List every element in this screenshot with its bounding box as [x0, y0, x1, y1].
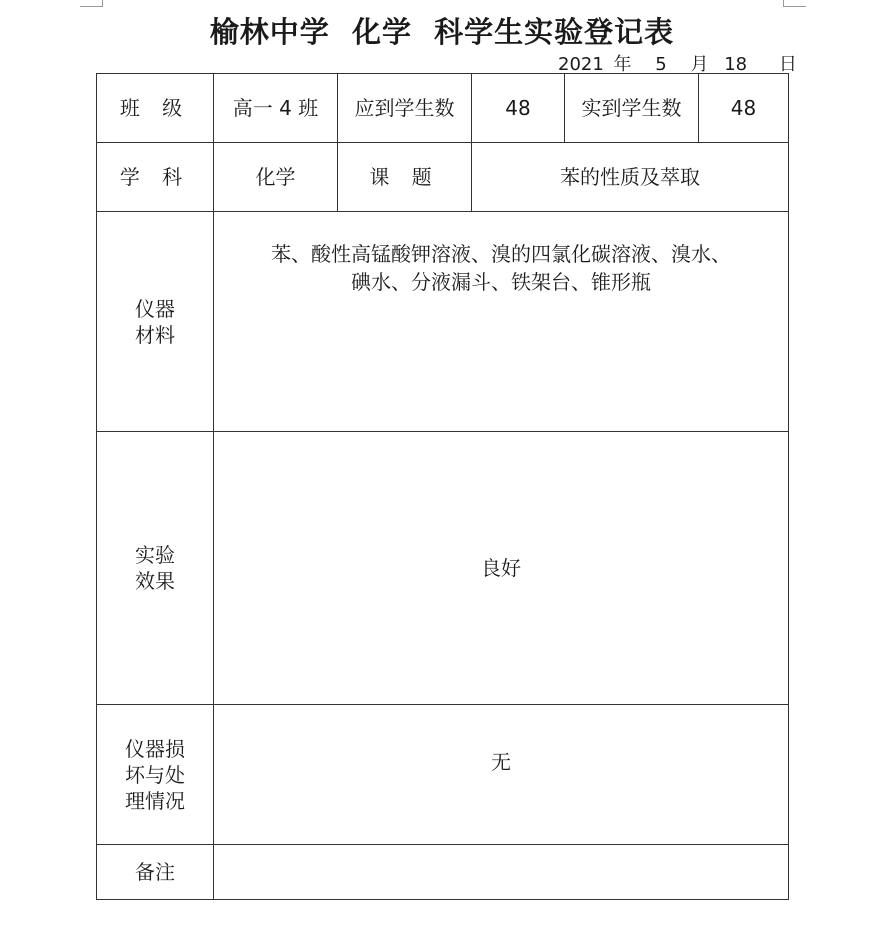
effect-label: [97, 432, 214, 705]
damage-label: [97, 705, 214, 845]
materials-value: [214, 212, 789, 432]
materials-value-line: 碘水、分液漏斗、铁架台、锥形瓶: [351, 270, 651, 294]
actual-students-value: 48: [699, 74, 789, 143]
experiment-log-table: [96, 73, 789, 900]
effect-value: 良好: [214, 432, 789, 705]
topic-value: 苯的性质及萃取: [472, 143, 789, 212]
date-year-unit: 年: [613, 54, 632, 75]
expected-students-value: 48: [472, 74, 565, 143]
date-year: 2021: [558, 54, 604, 75]
table-row: [97, 432, 789, 705]
topic-label: 课 题: [338, 143, 472, 212]
table-row: [97, 74, 789, 143]
materials-label-line: 材料: [135, 322, 175, 347]
notes-label: 备注: [97, 845, 214, 900]
notes-value: [214, 845, 789, 900]
damage-label-line: 坏与处: [125, 762, 185, 787]
subject-value: 化学: [214, 143, 338, 212]
class-label: 班 级: [97, 74, 214, 143]
page-title: 榆林中学 化学 科学生实验登记表: [209, 15, 675, 49]
actual-students-label: 实到学生数: [565, 74, 699, 143]
expected-students-label: 应到学生数: [338, 74, 472, 143]
page-corner-mark-left: [80, 0, 103, 7]
damage-label-line: 理情况: [125, 788, 185, 813]
table-row: [97, 845, 789, 900]
date-day: 18: [724, 54, 748, 75]
materials-label: [97, 212, 214, 432]
damage-label-line: 仪器损: [125, 736, 185, 761]
effect-label-line: 效果: [135, 569, 175, 593]
effect-label-line: 实验: [135, 543, 175, 567]
table-row: [97, 705, 789, 845]
class-value: 高一 4 班: [214, 74, 338, 143]
table-row: [97, 212, 789, 432]
date-month: 5: [655, 54, 667, 75]
materials-value-line: 苯、酸性高锰酸钾溶液、溴的四氯化碳溶液、溴水、: [271, 242, 731, 266]
date-month-unit: 月: [690, 54, 709, 75]
date-day-unit: 日: [778, 54, 797, 75]
table-row: [97, 143, 789, 212]
damage-value: 无: [214, 705, 789, 845]
subject-label: 学 科: [97, 143, 214, 212]
page-corner-mark-right: [783, 0, 806, 7]
materials-label-line: 仪器: [135, 296, 175, 321]
